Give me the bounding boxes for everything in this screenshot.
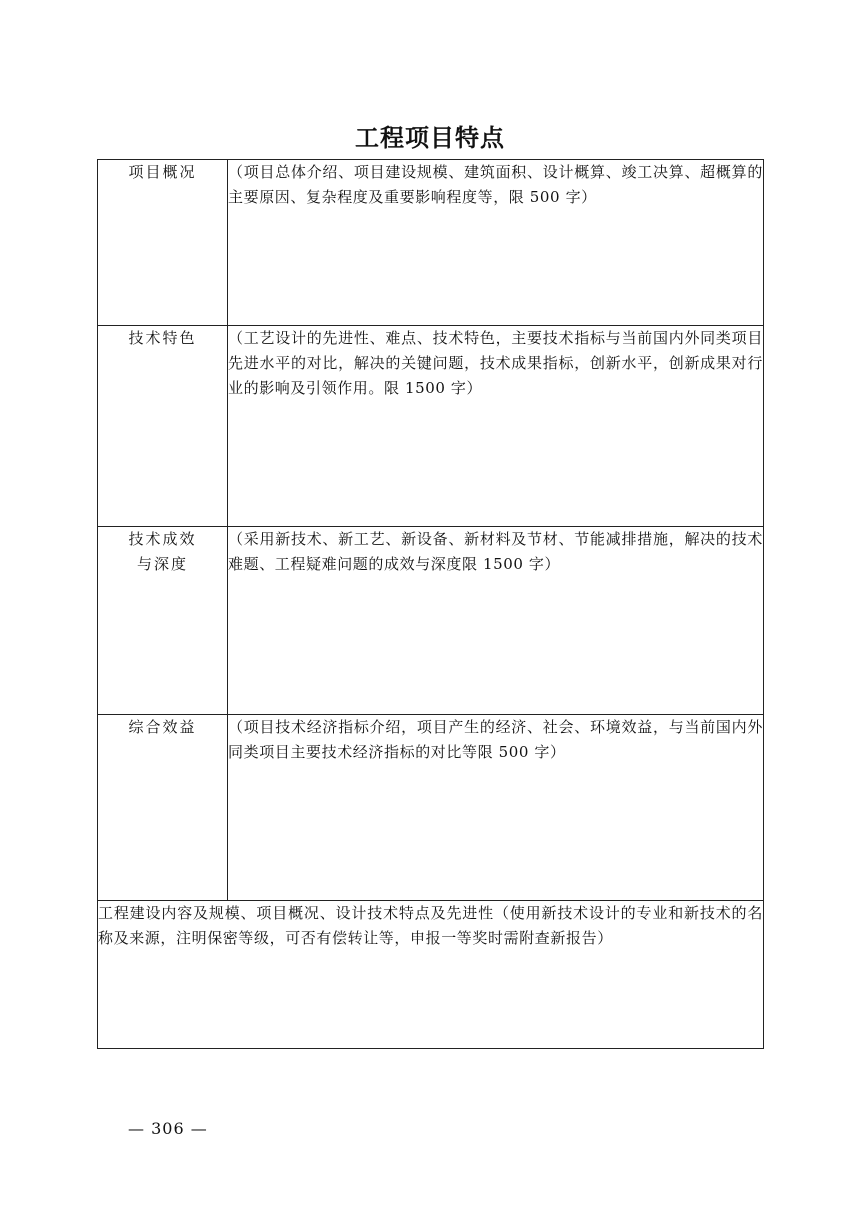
label-cell-technical-results [98, 527, 228, 715]
content-cell-technical-results[interactable] [228, 527, 764, 715]
hint-text-comprehensive-benefits: （项目技术经济指标介绍，项目产生的经济、社会、环境效益，与当前国内外同类项目主要技术经济指标的对比等限 500 字） [228, 718, 763, 761]
page-number: — 306 — [128, 1119, 208, 1138]
table-row-comprehensive-benefits [98, 715, 764, 901]
table-row-technical-results [98, 527, 764, 715]
bottom-summary-cell[interactable] [98, 901, 764, 1049]
project-features-table [97, 159, 764, 1049]
hint-text-technical-features: （工艺设计的先进性、难点、技术特色，主要技术指标与当前国内外同类项目先进水平的对比，解决的关键问题，技术成果指标，创新水平，创新成果对行业的影响及引领作用。限 1500 字） [228, 329, 763, 397]
label-cell-project-overview [98, 160, 228, 326]
bottom-summary-text: 工程建设内容及规模、项目概况、设计技术特点及先进性（使用新技术设计的专业和新技术的名称及来源，注明保密等级，可否有偿转让等，申报一等奖时需附查新报告） [98, 904, 763, 947]
page-title: 工程项目特点 [355, 124, 505, 152]
hint-text-technical-results: （采用新技术、新工艺、新设备、新材料及节材、节能减排措施，解决的技术难题、工程疑难问题的成效与深度限 1500 字） [228, 530, 763, 573]
content-cell-comprehensive-benefits[interactable] [228, 715, 764, 901]
table-row-project-overview [98, 160, 764, 326]
hint-text-project-overview: （项目总体介绍、项目建设规模、建筑面积、设计概算、竣工决算、超概算的主要原因、复杂程度及重要影响程度等，限 500 字） [228, 163, 763, 206]
content-cell-technical-features[interactable] [228, 326, 764, 527]
label-cell-comprehensive-benefits [98, 715, 228, 901]
row-label-technical-results-line1: 技术成效 [128, 530, 197, 548]
row-label-technical-results-line2: 与深度 [136, 555, 188, 573]
label-cell-technical-features [98, 326, 228, 527]
row-label-comprehensive-benefits: 综合效益 [128, 718, 197, 736]
table-row-technical-features [98, 326, 764, 527]
row-label-technical-features: 技术特色 [128, 329, 197, 347]
row-label-project-overview: 项目概况 [128, 163, 197, 181]
content-cell-project-overview[interactable] [228, 160, 764, 326]
table-row-bottom-summary [98, 901, 764, 1049]
